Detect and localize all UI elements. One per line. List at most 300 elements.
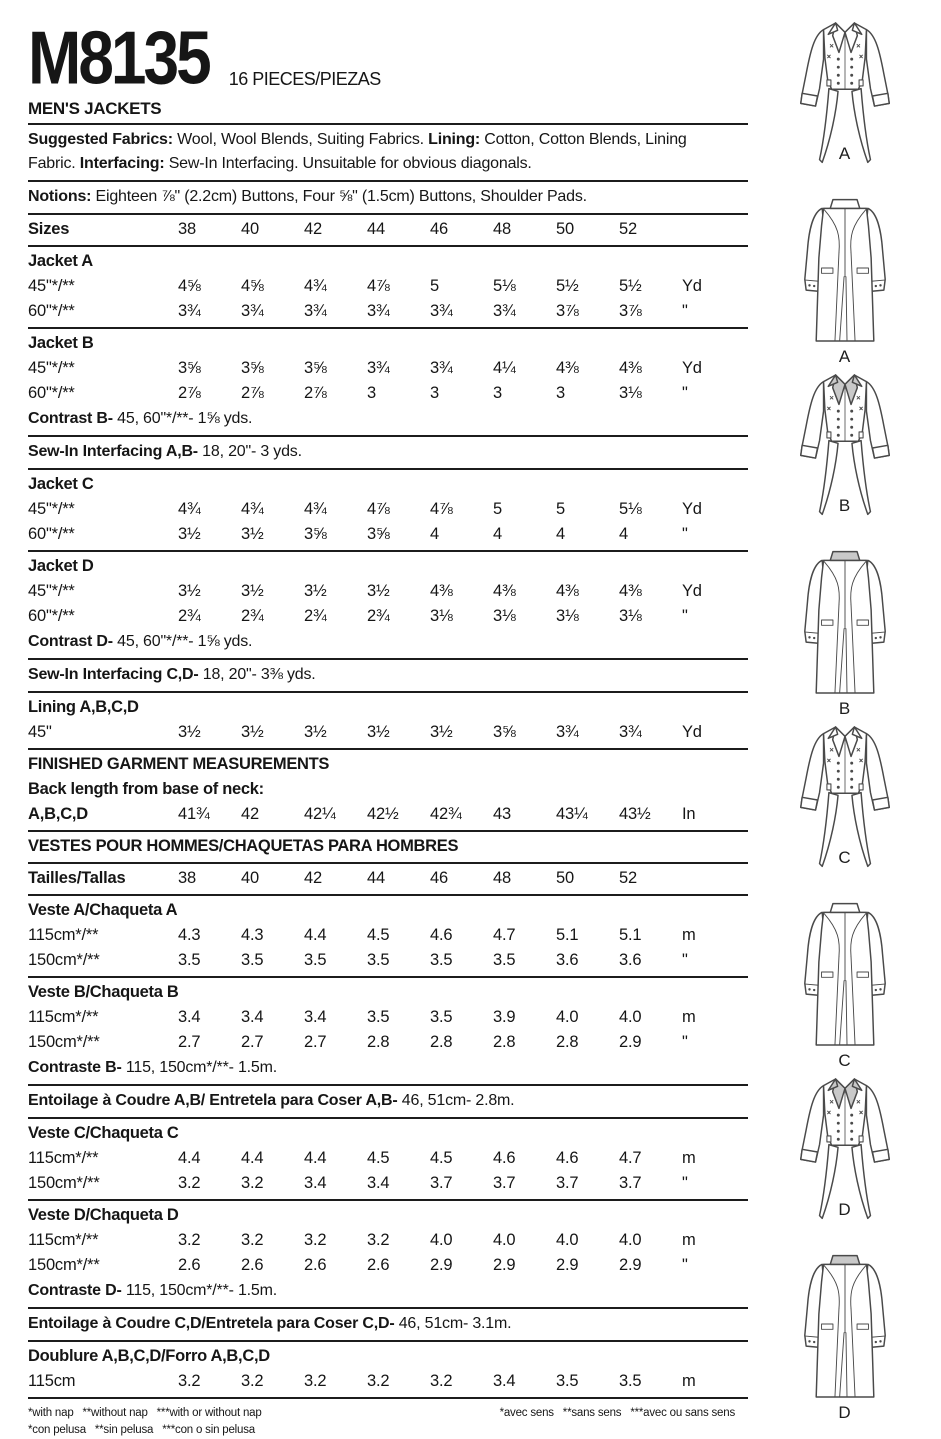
- value-cell: 3.2: [304, 1231, 327, 1249]
- unit-cell: ": [682, 525, 688, 543]
- value-cell: 41¾: [178, 805, 210, 823]
- note-segment: 45, 60"*/**- 1⅝ yds.: [112, 633, 253, 650]
- value-cell: 4.4: [241, 1149, 264, 1167]
- value-cell: 3.6: [619, 951, 642, 969]
- value-cell: 3½: [178, 525, 201, 543]
- value-cell: 2¾: [241, 607, 264, 625]
- note-segment: Wool, Wool Blends, Suiting Fabrics.: [172, 131, 429, 148]
- note-segment: Interfacing:: [79, 155, 165, 172]
- value-cell: 4⅜: [619, 359, 642, 377]
- value-cell: 4.7: [493, 926, 516, 944]
- divider: [28, 1084, 748, 1086]
- value-cell: 3¾: [178, 302, 201, 320]
- value-cell: 5: [430, 277, 439, 295]
- value-cell: 4¾: [241, 500, 264, 518]
- row-label: 45"*/**: [28, 582, 75, 600]
- divider: [28, 245, 748, 247]
- row-label: A,B,C,D: [28, 805, 89, 823]
- value-cell: 4.6: [556, 1149, 579, 1167]
- value-cell: 3⅛: [430, 607, 453, 625]
- jacket-view-label: B: [838, 699, 851, 718]
- value-cell: 4.0: [619, 1008, 642, 1026]
- jacket-figure: [748, 12, 941, 188]
- value-cell: 2.6: [304, 1256, 327, 1274]
- value-cell: 3.2: [367, 1231, 390, 1249]
- value-cell: 2.7: [178, 1033, 201, 1051]
- value-cell: 3½: [241, 582, 264, 600]
- row-label: 115cm*/**: [28, 1231, 99, 1249]
- value-cell: 3⅞: [619, 302, 642, 320]
- value-cell: 4⅞: [367, 500, 390, 518]
- value-cell: 3½: [304, 582, 327, 600]
- note-segment: 45, 60"*/**- 1⅝ yds.: [112, 410, 253, 427]
- value-cell: 2⅞: [178, 384, 201, 402]
- value-cell: 46: [430, 869, 448, 887]
- jacket-view-label: A: [838, 144, 851, 163]
- unit-cell: ": [682, 384, 688, 402]
- footnotes-left: [28, 1405, 262, 1439]
- value-cell: 3.2: [178, 1174, 201, 1192]
- jacket-view-label: B: [838, 496, 851, 515]
- yardage-row: [28, 1030, 748, 1055]
- yardage-row: [28, 1253, 748, 1278]
- value-cell: 4⅜: [430, 582, 453, 600]
- note-row: [28, 439, 735, 465]
- value-cell: 4.0: [430, 1231, 453, 1249]
- value-cell: 3.4: [493, 1372, 516, 1390]
- value-cell: 4.0: [619, 1231, 642, 1249]
- divider: [28, 327, 748, 329]
- yardage-row: [28, 579, 748, 604]
- row-label: 115cm*/**: [28, 926, 99, 944]
- value-cell: 44: [367, 869, 385, 887]
- yardage-row: [28, 274, 748, 299]
- note-row: [28, 1278, 735, 1304]
- value-cell: 2¾: [367, 607, 390, 625]
- row-label: 115cm: [28, 1372, 76, 1390]
- yardage-row: [28, 497, 748, 522]
- value-cell: 3¾: [493, 302, 516, 320]
- jacket-view-label: A: [838, 347, 851, 366]
- value-cell: 3⅛: [556, 607, 579, 625]
- value-cell: 2⅞: [241, 384, 264, 402]
- divider: [28, 1397, 748, 1399]
- note-segment: Contraste B-: [28, 1059, 122, 1076]
- value-cell: 3¾: [430, 359, 453, 377]
- unit-cell: ": [682, 607, 688, 625]
- jacket-view-label: C: [838, 848, 851, 867]
- row-label: 45"*/**: [28, 500, 75, 518]
- row-label: 115cm*/**: [28, 1008, 99, 1026]
- value-cell: 3.5: [493, 951, 516, 969]
- value-cell: 3.7: [430, 1174, 453, 1192]
- unit-cell: m: [682, 1231, 696, 1249]
- row-label: 115cm*/**: [28, 1149, 99, 1167]
- note-segment: 115, 150cm*/**- 1.5m.: [121, 1282, 277, 1299]
- value-cell: 2.6: [367, 1256, 390, 1274]
- section-heading: Back length from base of neck:: [28, 780, 264, 798]
- note-row: [28, 1311, 735, 1337]
- value-cell: 3: [367, 384, 376, 402]
- value-cell: 4.5: [367, 1149, 390, 1167]
- value-cell: 4.4: [304, 1149, 327, 1167]
- note-row: [28, 662, 735, 688]
- value-cell: 42: [304, 869, 322, 887]
- unit-cell: In: [682, 805, 696, 823]
- value-cell: 4: [556, 525, 565, 543]
- value-cell: 5⅛: [493, 277, 516, 295]
- value-cell: 3½: [241, 723, 264, 741]
- unit-cell: m: [682, 1372, 696, 1390]
- yardage-row: [28, 522, 748, 547]
- value-cell: 2.9: [493, 1256, 516, 1274]
- yardage-row: [28, 802, 748, 827]
- unit-cell: m: [682, 926, 696, 944]
- note-segment: Sew-In Interfacing C,D-: [28, 666, 199, 683]
- value-cell: 3⅛: [493, 607, 516, 625]
- value-cell: 42½: [367, 805, 399, 823]
- divider: [28, 180, 748, 182]
- unit-cell: Yd: [682, 582, 702, 600]
- row-label: 45"*/**: [28, 277, 75, 295]
- value-cell: 52: [619, 869, 637, 887]
- note-row: [28, 629, 735, 655]
- value-cell: 3⅝: [367, 525, 390, 543]
- yardage-row: [28, 1171, 748, 1196]
- divider: [28, 691, 748, 693]
- unit-cell: Yd: [682, 277, 702, 295]
- section-heading: Veste C/Chaqueta C: [28, 1124, 179, 1142]
- unit-cell: Yd: [682, 500, 702, 518]
- row-label: Tailles/Tallas: [28, 869, 126, 887]
- value-cell: 3⅞: [556, 302, 579, 320]
- value-cell: 5½: [556, 277, 579, 295]
- note-segment: Contraste D-: [28, 1282, 122, 1299]
- value-cell: 2.9: [556, 1256, 579, 1274]
- value-cell: 4.3: [178, 926, 201, 944]
- value-cell: 4.0: [556, 1008, 579, 1026]
- divider: [28, 550, 748, 552]
- unit-cell: ": [682, 1174, 688, 1192]
- value-cell: 2.8: [556, 1033, 579, 1051]
- divider: [28, 213, 748, 215]
- row-label: 60"*/**: [28, 384, 75, 402]
- yardage-row: [28, 1005, 748, 1030]
- value-cell: 3½: [178, 723, 201, 741]
- unit-cell: ": [682, 1033, 688, 1051]
- section-heading: FINISHED GARMENT MEASUREMENTS: [28, 755, 330, 773]
- yardage-table: [28, 127, 748, 1399]
- yardage-row: [28, 1228, 748, 1253]
- value-cell: 4: [619, 525, 628, 543]
- value-cell: 2.8: [367, 1033, 390, 1051]
- size-header-row: [28, 866, 748, 891]
- value-cell: 3.4: [367, 1174, 390, 1192]
- value-cell: 4.4: [178, 1149, 201, 1167]
- value-cell: 4.6: [493, 1149, 516, 1167]
- yardage-row: [28, 604, 748, 629]
- value-cell: 44: [367, 220, 385, 238]
- value-cell: 3.2: [430, 1372, 453, 1390]
- divider: [28, 1199, 748, 1201]
- divider: [28, 658, 748, 660]
- value-cell: 42: [241, 805, 259, 823]
- value-cell: 2.8: [493, 1033, 516, 1051]
- value-cell: 3.4: [178, 1008, 201, 1026]
- note-segment: Sew-In Interfacing. Unsuitable for obvious diagonals.: [164, 155, 532, 172]
- value-cell: 3¾: [619, 723, 642, 741]
- unit-cell: m: [682, 1008, 696, 1026]
- value-cell: 48: [493, 220, 511, 238]
- value-cell: 4.4: [304, 926, 327, 944]
- footnote-english: *with nap **without nap ***with or without nap: [28, 1406, 262, 1419]
- row-label: 45": [28, 723, 52, 741]
- section-heading: Veste A/Chaqueta A: [28, 901, 178, 919]
- value-cell: 48: [493, 869, 511, 887]
- value-cell: 46: [430, 220, 448, 238]
- note-segment: Contrast B-: [28, 410, 113, 427]
- value-cell: 3½: [367, 582, 390, 600]
- row-label: 150cm*/**: [28, 1033, 100, 1051]
- row-label: 150cm*/**: [28, 951, 100, 969]
- row-label: Sizes: [28, 220, 70, 238]
- value-cell: 3.5: [304, 951, 327, 969]
- value-cell: 2¾: [304, 607, 327, 625]
- value-cell: 3.2: [178, 1372, 201, 1390]
- value-cell: 4⅞: [367, 277, 390, 295]
- note-segment: 18, 20"- 3 yds.: [197, 443, 302, 460]
- value-cell: 2.9: [619, 1033, 642, 1051]
- value-cell: 3.4: [304, 1174, 327, 1192]
- jacket-figure: [748, 188, 941, 364]
- value-cell: 3.4: [304, 1008, 327, 1026]
- jacket-view-label: D: [838, 1200, 851, 1219]
- value-cell: 3.7: [619, 1174, 642, 1192]
- value-cell: 50: [556, 220, 574, 238]
- jacket-figure: [748, 540, 941, 716]
- value-cell: 4¼: [493, 359, 516, 377]
- title-row: [28, 10, 748, 100]
- value-cell: 2¾: [178, 607, 201, 625]
- note-segment: 46, 51cm- 3.1m.: [394, 1315, 512, 1332]
- divider: [28, 1307, 748, 1309]
- note-row: [28, 406, 735, 432]
- value-cell: 3½: [178, 582, 201, 600]
- note-segment: Contrast D-: [28, 633, 113, 650]
- value-cell: 2.7: [241, 1033, 264, 1051]
- note-row: [28, 1055, 735, 1081]
- note-segment: Sew-In Interfacing A,B-: [28, 443, 198, 460]
- value-cell: 3¾: [556, 723, 579, 741]
- value-cell: 3¾: [367, 359, 390, 377]
- value-cell: 3: [430, 384, 439, 402]
- value-cell: 40: [241, 220, 259, 238]
- value-cell: 3.5: [556, 1372, 579, 1390]
- value-cell: 38: [178, 869, 196, 887]
- value-cell: 3¾: [241, 302, 264, 320]
- yardage-row: [28, 1369, 748, 1394]
- value-cell: 42¼: [304, 805, 336, 823]
- value-cell: 3½: [241, 525, 264, 543]
- value-cell: 3¾: [304, 302, 327, 320]
- value-cell: 3: [493, 384, 502, 402]
- value-cell: 4¾: [178, 500, 201, 518]
- value-cell: 3⅝: [178, 359, 201, 377]
- divider: [28, 830, 748, 832]
- value-cell: 4⅜: [556, 359, 579, 377]
- value-cell: 3.2: [178, 1231, 201, 1249]
- section-heading: Jacket D: [28, 557, 94, 575]
- value-cell: 38: [178, 220, 196, 238]
- pattern-number: M8135: [28, 14, 209, 100]
- divider: [28, 468, 748, 470]
- value-cell: 42: [304, 220, 322, 238]
- value-cell: 4.0: [493, 1231, 516, 1249]
- yardage-row: [28, 356, 748, 381]
- value-cell: 3⅝: [493, 723, 516, 741]
- note-row: [28, 1088, 735, 1114]
- pieces-count: 16 PIECES/PIEZAS: [228, 69, 381, 89]
- value-cell: 3⅝: [304, 525, 327, 543]
- value-cell: 2.6: [178, 1256, 201, 1274]
- value-cell: 4¾: [304, 277, 327, 295]
- jacket-view-label: D: [838, 1403, 851, 1422]
- value-cell: 5.1: [556, 926, 579, 944]
- value-cell: 3.4: [241, 1008, 264, 1026]
- value-cell: 3.5: [178, 951, 201, 969]
- yardage-row: [28, 299, 748, 324]
- value-cell: 2⅞: [304, 384, 327, 402]
- value-cell: 3⅝: [304, 359, 327, 377]
- unit-cell: m: [682, 1149, 696, 1167]
- section-heading: Veste D/Chaqueta D: [28, 1206, 179, 1224]
- footnote-french: *avec sens **sans sens ***avec ou sans sens: [499, 1406, 735, 1419]
- yardage-row: [28, 720, 748, 745]
- value-cell: 2.9: [430, 1256, 453, 1274]
- divider: [28, 435, 748, 437]
- note-segment: Eighteen ⅞" (2.2cm) Buttons, Four ⅝" (1.5cm) Buttons, Shoulder Pads.: [91, 188, 587, 205]
- value-cell: 52: [619, 220, 637, 238]
- divider: [28, 1340, 748, 1342]
- note-segment: Suggested Fabrics:: [28, 131, 173, 148]
- value-cell: 2.7: [304, 1033, 327, 1051]
- value-cell: 3½: [430, 723, 453, 741]
- note-segment: 115, 150cm*/**- 1.5m.: [121, 1059, 277, 1076]
- section-heading: Jacket C: [28, 475, 94, 493]
- value-cell: 3: [556, 384, 565, 402]
- value-cell: 4.5: [430, 1149, 453, 1167]
- jacket-view-label: C: [838, 1051, 851, 1070]
- unit-cell: [682, 866, 737, 891]
- value-cell: 3.5: [619, 1372, 642, 1390]
- footnote-spanish: *con pelusa **sin pelusa ***con o sin pelusa: [28, 1423, 255, 1436]
- value-cell: 3.5: [430, 951, 453, 969]
- value-cell: 3¾: [430, 302, 453, 320]
- row-label: 60"*/**: [28, 525, 75, 543]
- value-cell: 4.0: [556, 1231, 579, 1249]
- value-cell: 3.2: [241, 1372, 264, 1390]
- row-label: 60"*/**: [28, 302, 75, 320]
- value-cell: 2.8: [430, 1033, 453, 1051]
- size-header-row: [28, 217, 748, 242]
- unit-cell: Yd: [682, 723, 702, 741]
- note-segment: 46, 51cm- 2.8m.: [397, 1092, 515, 1109]
- value-cell: 3⅝: [241, 359, 264, 377]
- value-cell: 4⅝: [241, 277, 264, 295]
- unit-cell: Yd: [682, 359, 702, 377]
- divider: [28, 1117, 748, 1119]
- yardage-row: [28, 381, 748, 406]
- value-cell: 4⅝: [178, 277, 201, 295]
- note-segment: Entoilage à Coudre C,D/Entretela para Coser C,D-: [28, 1315, 395, 1332]
- value-cell: 5: [493, 500, 502, 518]
- value-cell: 3.2: [367, 1372, 390, 1390]
- unit-cell: ": [682, 1256, 688, 1274]
- row-label: 60"*/**: [28, 607, 75, 625]
- note-row: [28, 127, 735, 177]
- section-heading: Jacket B: [28, 334, 94, 352]
- jacket-figure: [748, 1068, 941, 1244]
- unit-cell: ": [682, 302, 688, 320]
- jacket-back-illustration: [778, 1244, 912, 1416]
- footnotes: [28, 1405, 735, 1439]
- note-segment: Entoilage à Coudre A,B/ Entretela para Coser A,B-: [28, 1092, 398, 1109]
- jacket-back-illustration: [778, 540, 912, 712]
- section-heading: Jacket A: [28, 252, 93, 270]
- value-cell: 3.5: [430, 1008, 453, 1026]
- section-heading: Lining A,B,C,D: [28, 698, 139, 716]
- divider: [28, 894, 748, 896]
- value-cell: 3.9: [493, 1008, 516, 1026]
- divider: [28, 748, 748, 750]
- jacket-figure: [748, 892, 941, 1068]
- value-cell: 4¾: [304, 500, 327, 518]
- value-cell: 4.3: [241, 926, 264, 944]
- value-cell: 3.5: [367, 1008, 390, 1026]
- value-cell: 4⅜: [493, 582, 516, 600]
- value-cell: 5½: [619, 277, 642, 295]
- note-segment: Notions:: [28, 188, 92, 205]
- value-cell: 3.6: [556, 951, 579, 969]
- value-cell: 5.1: [619, 926, 642, 944]
- value-cell: 5⅛: [619, 500, 642, 518]
- value-cell: 3¾: [367, 302, 390, 320]
- divider: [28, 976, 748, 978]
- value-cell: 43¼: [556, 805, 588, 823]
- value-cell: 2.6: [241, 1256, 264, 1274]
- value-cell: 3.5: [241, 951, 264, 969]
- value-cell: 4: [493, 525, 502, 543]
- row-label: 150cm*/**: [28, 1256, 100, 1274]
- value-cell: 42¾: [430, 805, 462, 823]
- value-cell: 3½: [304, 723, 327, 741]
- yardage-row: [28, 923, 748, 948]
- value-cell: 43: [493, 805, 511, 823]
- jacket-back-illustration: [778, 188, 912, 360]
- value-cell: 2.9: [619, 1256, 642, 1274]
- figure-column: [748, 0, 941, 1434]
- note-segment: 18, 20"- 3⅜ yds.: [198, 666, 316, 683]
- section-heading: Doublure A,B,C,D/Forro A,B,C,D: [28, 1347, 270, 1365]
- unit-cell: ": [682, 951, 688, 969]
- value-cell: 3.2: [241, 1174, 264, 1192]
- row-label: 45"*/**: [28, 359, 75, 377]
- value-cell: 4.7: [619, 1149, 642, 1167]
- value-cell: 3⅛: [619, 607, 642, 625]
- value-cell: 4: [430, 525, 439, 543]
- value-cell: 3.2: [241, 1231, 264, 1249]
- value-cell: 50: [556, 869, 574, 887]
